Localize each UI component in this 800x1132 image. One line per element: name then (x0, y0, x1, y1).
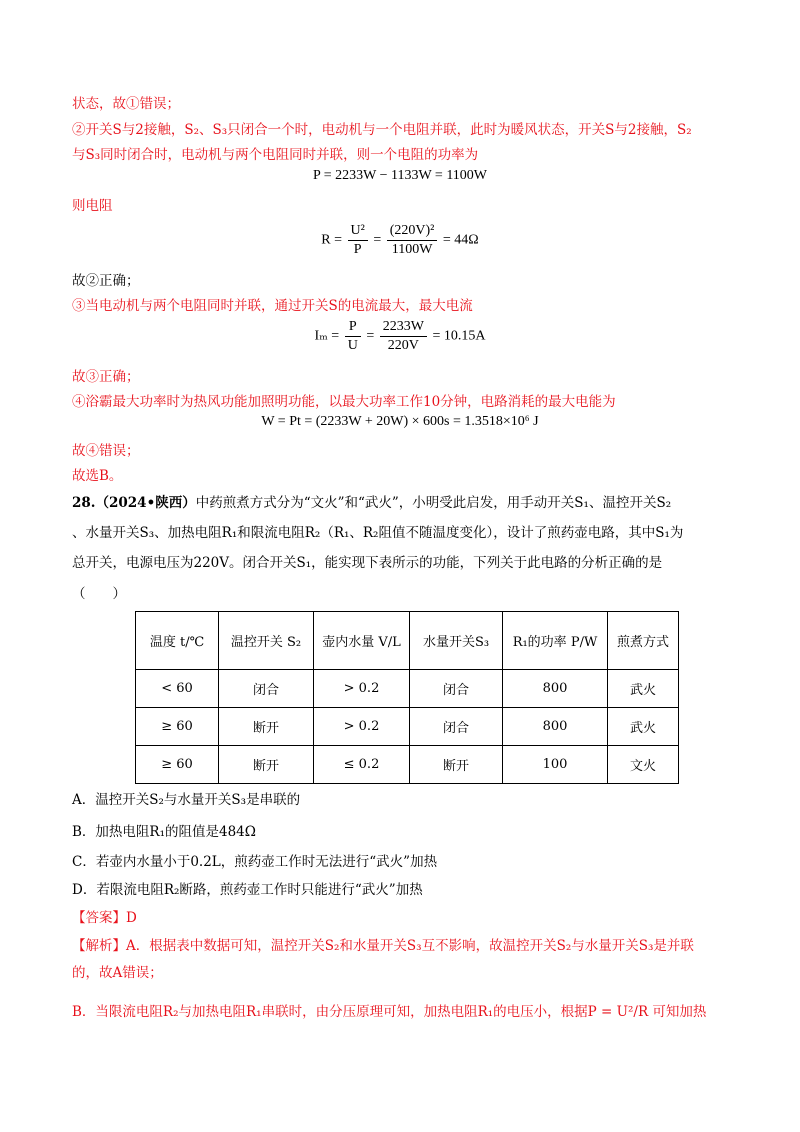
solution-line-6: ③当电动机与两个电阻同时并联，通过开关S的电流最大，最大电流 (72, 298, 473, 314)
eq3-rhs: = 10.15A (432, 328, 486, 344)
solution-line-10: 故选B。 (72, 468, 123, 484)
analysis-line-3: B．当限流电阻R₂与加热电阻R₁串联时，由分压原理可知，加热电阻R₁的电压小，根据P = U²/R 可知加热 (72, 1004, 707, 1020)
table-cell: 100 (503, 746, 608, 784)
table-cell: 断开 (219, 746, 314, 784)
table-header-cell: 温控开关 S₂ (219, 612, 314, 670)
question-line-4: （ ） (72, 586, 126, 602)
question-line-3: 总开关，电源电压为220V。闭合开关S₁，能实现下表所示的功能，下列关于此电路的分析正确的是 (72, 555, 663, 571)
solution-line-2: ②开关S与2接触，S₂、S₃只闭合一个时，电动机与一个电阻并联，此时为暖风状态，开关S与2接触，S₂ (72, 122, 692, 138)
table-header-cell: 煎煮方式 (608, 612, 679, 670)
eq3-fraction-1 (345, 318, 361, 355)
table-row (136, 746, 679, 784)
table-row (136, 670, 679, 708)
question-line-2: 、水量开关S₃、加热电阻R₁和限流电阻R₂（R₁、R₂阻值不随温度变化），设计了煎药壶电路，其中S₁为 (72, 525, 684, 541)
option-d: D．若限流电阻R₂断路，煎药壶工作时只能进行“武火”加热 (72, 882, 423, 898)
table-row (136, 708, 679, 746)
question-source: （2024•陕西） (95, 495, 196, 511)
table-cell: 800 (503, 670, 608, 708)
eq2-fraction-2 (387, 222, 438, 259)
table-header-cell: 壶内水量 V/L (314, 612, 410, 670)
table-cell: 断开 (410, 746, 503, 784)
question-number: 28. (72, 495, 96, 511)
table-cell: ≥ 60 (136, 708, 219, 746)
solution-line-4: 则电阻 (72, 198, 113, 214)
table-cell: 文火 (608, 746, 679, 784)
equation-resistance: R = $\frac{\text{U²}}{P}$ = $\frac{\text{(220V)²}}{1100W}$ = 44Ω (321, 223, 479, 257)
solution-line-1: 状态，故①错误； (72, 96, 180, 112)
eq3-f2-num: 2233W (380, 318, 427, 337)
eq2-rhs: = 44Ω (442, 232, 479, 248)
answer-line: 【答案】D (72, 910, 137, 926)
table-cell: 武火 (608, 708, 679, 746)
table-cell: ≤ 0.2 (314, 746, 410, 784)
solution-line-5: 故②正确； (72, 273, 140, 289)
eq2-f1-num: U² (348, 222, 368, 241)
option-a: A．温控开关S₂与水量开关S₃是串联的 (72, 792, 301, 808)
table-cell: ≥ 60 (136, 746, 219, 784)
option-b: B．加热电阻R₁的阻值是484Ω (72, 824, 256, 840)
analysis-line-2: 的，故A错误； (72, 965, 163, 981)
table-header-cell: 温度 t/℃ (136, 612, 219, 670)
table-cell: 闭合 (219, 670, 314, 708)
solution-line-8: ④浴霸最大功率时为热风功能加照明功能，以最大功率工作10分钟，电路消耗的最大电能为 (72, 394, 616, 410)
table-header-cell: R₁的功率 P/W (503, 612, 608, 670)
solution-line-3: 与S₃同时闭合时，电动机与两个电阻同时并联，则一个电阻的功率为 (72, 147, 479, 163)
eq3-lhs: Iₘ = (314, 328, 340, 344)
eq2-f2-num: (220V)² (387, 222, 438, 241)
eq2-f1-den: P (353, 242, 362, 257)
eq2-fraction-1 (348, 222, 368, 259)
equation-current: Iₘ = $\frac{P}{U}$ = $\frac{2233W}{220V}$ = 10.15A (314, 319, 486, 353)
eq2-lhs: R = (321, 232, 343, 248)
solution-line-7: 故③正确； (72, 369, 140, 385)
eq3-f1-num: P (345, 318, 361, 337)
table-header-cell: 水量开关S₃ (410, 612, 503, 670)
eq2-f2-den: 1100W (391, 242, 433, 257)
question-line-1 (72, 493, 671, 513)
analysis-line-1: 【解析】A．根据表中数据可知，温控开关S₂和水量开关S₃互不影响，故温控开关S₂与水量开关S₃是并联 (72, 938, 694, 954)
table-cell: 武火 (608, 670, 679, 708)
table-cell: > 0.2 (314, 670, 410, 708)
table-cell: > 0.2 (314, 708, 410, 746)
table-cell: 闭合 (410, 708, 503, 746)
question-text-1: 中药煎煮方式分为“文火”和“武火”，小明受此启发，用手动开关S₁、温控开关S₂ (195, 495, 672, 511)
option-c: C．若壶内水量小于0.2L，煎药壶工作时无法进行“武火”加热 (72, 854, 438, 870)
function-table (135, 611, 679, 784)
eq3-f2-den: 220V (387, 338, 419, 353)
eq3-f1-den: U (347, 338, 358, 353)
solution-line-9: 故④错误； (72, 443, 140, 459)
table-cell: < 60 (136, 670, 219, 708)
eq3-fraction-2 (380, 318, 427, 355)
table-cell: 断开 (219, 708, 314, 746)
table-header-row (136, 612, 679, 670)
table-cell: 闭合 (410, 670, 503, 708)
equation-energy: W = Pt = (2233W + 20W) × 600s = 1.3518×10⁶ J (261, 414, 539, 429)
equation-power: P = 2233W − 1133W = 1100W (312, 168, 488, 183)
table-cell: 800 (503, 708, 608, 746)
